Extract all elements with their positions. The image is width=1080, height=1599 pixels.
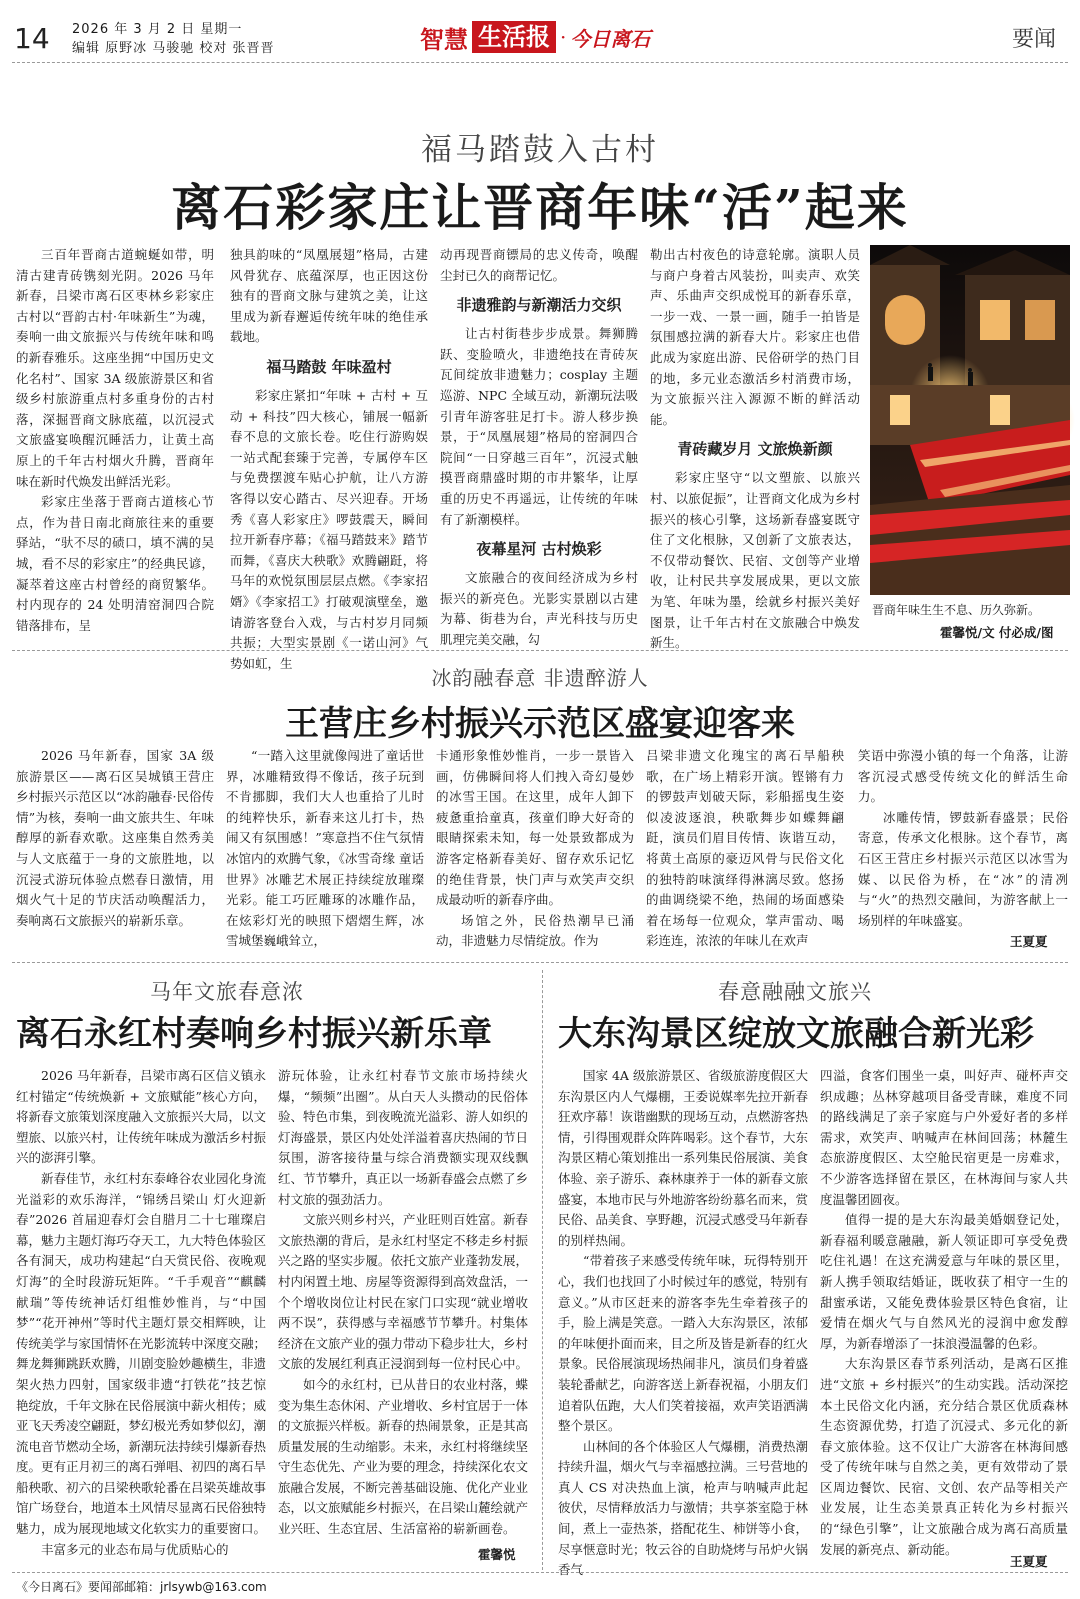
logo-main: 生活报 (472, 21, 556, 53)
paragraph: 2026 马年新春，吕梁市离石区信义镇永红村锚定“传统焕新 + 文旅赋能”核心方向，将新春文旅策划深度融入文旅振兴大局，以文塑旅、以旅兴村，让传统年味成为激活乡村振兴的澎湃引擎。 (16, 1068, 267, 1166)
article3-column-2 (278, 1066, 528, 1556)
article2-column-1 (16, 746, 214, 946)
paragraph: 勒出古村夜色的诗意轮廓。演职人员与商户身着古风装扮，叫卖声、欢笑声、乐曲声交织成悦耳的新春乐章，一步一戏、一景一画，随手一拍皆是氛围感拉满的新春大片。彩家庄也借此成为家庭出游、民俗研学的热门目的地，多元业态激活乡村消费市场，为文旅振兴注入源源不断的鲜活动能。 (650, 247, 860, 427)
paragraph: 文旅兴则乡村兴，产业旺则百姓富。新春文旅热潮的背后，是永红村坚定不移走乡村振兴之路的坚实步履。依托文旅产业蓬勃发展，村内闲置土地、房屋等资源得到高效盘活，一个个增收岗位让村民在家门口实现“就业增收两不误”，获得感与幸福感节节攀升。村集体经济在文旅产业的强力带动下稳步壮大，乡村文旅的发展红利真正浸润到每一位村民心中。 (278, 1212, 529, 1372)
article1-credit: 霍馨悦/文 付必成/图 (940, 625, 1054, 640)
footer-email: 《今日离石》要闻部邮箱：jrlsywb@163.com (16, 1580, 267, 1594)
article3-subtitle: 马年文旅春意浓 (150, 980, 304, 1004)
issue-date: 2026 年 3 月 2 日 星期一 (72, 22, 243, 37)
newspaper-logo (420, 20, 650, 54)
paragraph: 值得一提的是大东沟最美婚姻登记处，新春福利暖意融融，新人领证即可享受免费吃住礼遇！在这充满爱意与年味的景区里，新人携手领取结婚证，既收获了相守一生的甜蜜承诺，又能免费体验景区特色食宿，让爱情在烟火气与自然风光的浸润中愈发醇厚，为新春增添了一抹浪漫温馨的色彩。 (820, 1212, 1068, 1351)
article4-column-2 (820, 1066, 1068, 1557)
divider (12, 650, 1068, 651)
footer-rule (12, 1572, 1068, 1573)
header-rule (12, 62, 1068, 63)
section-label: 要闻 (1011, 27, 1056, 52)
paragraph: 三百年晋商古道蜿蜒如带，明清古建青砖镌刻光阴。2026 马年新春，吕梁市离石区枣林乡彩家庄古村以“晋韵古村·年味新生”为魂，奏响一曲文旅振兴与传统年味和鸣的新春雅乐。这座坐拥“中国历史文化名村”、国家 3A 级旅游景区和省级乡村旅游重点村多重身份的古村落，深掘晋商文脉底蕴，以沉浸式文旅盛宴唤醒沉睡活力，让黄土高原上的千年古村烟火升腾，晋商年味在新时代焕发出鲜活光彩。 (16, 247, 214, 489)
article1-subtitle: 福马踏鼓入古村 (421, 132, 659, 168)
paragraph: 大东沟景区春节系列活动，是离石区推进“文旅 + 乡村振兴”的生动实践。活动深挖本土民俗文化内涵，充分结合景区优质森林生态资源优势，打造了沉浸式、多元化的新春文旅体验。这不仅让广大游客在林海间感受了传统年味与自然之美，更有效带动了景区周边餐饮、民宿、文创、农产品等相关产业发展，让生态美景真正转化为乡村振兴的“绿色引擎”，让文旅融合成为离石高质量发展的新亮点、新动能。 (820, 1356, 1068, 1557)
paragraph: 文旅融合的夜间经济成为乡村振兴的新亮色。光影实景剧以古建为幕、街巷为台，声光科技与历史肌理完美交融，勾 (440, 570, 638, 647)
paragraph: 动再现晋商镖局的忠义传奇，唤醒尘封已久的商帮记忆。 (440, 247, 638, 283)
divider (12, 962, 1068, 963)
paragraph: 吕梁非遗文化瑰宝的离石旱船秧歌，在广场上精彩开演。铿锵有力的锣鼓声划破天际，彩船摇曳生姿似凌波逐浪，秧歌舞步如蝶舞翩跹，演员们眉目传情、诙谐互动，将黄土高原的豪迈风骨与民俗文化的独特韵味演绎得淋漓尽致。悠扬的曲调绕梁不绝，热闹的场面感染着在场每一位观众，掌声雷动、喝彩连连，浓浓的年味儿在欢声 (646, 748, 844, 949)
article1-column-1 (16, 245, 214, 655)
article2-column-3 (436, 746, 634, 949)
article1-subhead-3: 夜幕星河 古村焕彩 (476, 540, 602, 559)
article2-column-2 (226, 746, 424, 949)
article1-column-3 (440, 245, 638, 655)
paragraph: 2026 马年新春，国家 3A 级旅游景区——离石区吴城镇王营庄乡村振兴示范区以“冰韵融春·民俗传情”为核，奏响一曲文旅共生、年味醇厚的新春欢歌。这座集自然秀美与人文底蕴于一身的文旅胜地，以沉浸式游玩体验点燃春日激情，用烟火气十足的节庆活动唤醒活力，奏响离石文旅振兴的崭新乐章。 (16, 748, 214, 928)
paragraph: 国家 4A 级旅游景区、省级旅游度假区大东沟景区内人气爆棚，王委说媒率先拉开新春狂欢序幕！诙谐幽默的现场互动，点燃游客热情，引得围观群众阵阵喝彩。这个春节，大东沟景区精心策划推出一系列集民俗展演、美食体验、亲子游乐、森林康养于一体的新春文旅盛宴，本地市民与外地游客纷纷慕名而来，赏民俗、品美食、享野趣，沉浸式感受马年新春的别样热闹。 (558, 1068, 809, 1248)
paragraph: 卡通形象惟妙惟肖，一步一景皆入画，仿佛瞬间将人们拽入奇幻曼妙的冰雪王国。在这里，成年人卸下疲惫重拾童真，孩童们睁大好奇的眼睛探索未知，每一处景致都成为游客定格新春美好、留存欢乐记忆的绝佳背景，快门声与欢笑声交织成最动听的新春序曲。 (436, 748, 634, 908)
paragraph: 四溢，食客们围坐一桌，叫好声、碰杯声交织成趣；丛林穿越项目备受青睐，难度不同的路线满足了亲子家庭与户外爱好者的多样需求，欢笑声、呐喊声在林间回荡；林麓生态旅游度假区、太空舱民宿更是一房难求，不少游客选择留在景区，在林海间与家人共度温馨团圆夜。 (820, 1068, 1068, 1207)
paragraph: 冰雕传情，锣鼓新春盛景；民俗寄意，传承文化根脉。这个春节，离石区王营庄乡村振兴示范区以冰雪为媒、以民俗为桥，在“冰”的清冽与“火”的热烈交融间，为游客献上一场别样的年味盛宴。 (858, 809, 1068, 928)
article1-subhead-4: 青砖藏岁月 文旅焕新颜 (677, 440, 833, 459)
village-night-photo (870, 245, 1070, 595)
article1-column-4 (650, 245, 860, 655)
article2-column-4 (646, 746, 844, 949)
article3-column-1 (16, 1066, 266, 1566)
article4-title: 大东沟景区绽放文旅融合新光彩 (558, 1014, 1034, 1054)
article3-title: 离石永红村奏响乡村振兴新乐章 (16, 1014, 492, 1054)
paragraph: 新春佳节，永红村东泰峰谷农业园化身流光溢彩的欢乐海洋，“锦绣吕梁山 灯火迎新春”2026 首届迎春灯会自腊月二十七璀璨启幕，魅力主题灯海巧夺天工，九大特色体验区各有洞天，成功构建起“白天赏民俗、夜晚观灯海”的全时段游玩矩阵。“千手观音”“麒麟献瑞”等传统神话灯组惟妙惟肖，与“中国梦”“花开神州”等时代主题灯景交相辉映，让传统美学与家国情怀在光影流转中深度交融；舞龙舞狮跳跃欢腾，川剧变脸妙趣横生，非遗架火热力四射，国家级非遗“打铁花”技艺惊艳绽放，千年文脉在民俗展演中薪火相传；威亚飞天秀凌空翩跹，梦幻极光秀如梦似幻，潮流电音节燃动全场，新潮玩法持续引爆新春热度。更有正月初三的离石弹唱、初四的离石旱船秧歌、初六的吕梁秧歌轮番在吕梁英雄故事馆广场登台，地道本土风情尽显离石民俗独特魅力，成为展现地域文化软实力的重要窗口。 (16, 1170, 267, 1537)
article4-subtitle: 春意融融文旅兴 (718, 980, 872, 1004)
page-number: 14 (14, 22, 50, 55)
paragraph: “一踏入这里就像闯进了童话世界，冰雕精致得不像话，孩子玩到不肯挪脚，我们大人也重拾了儿时的纯粹快乐，新春来这儿打卡，热闹又有氛围感！”寒意挡不住气氛情冰馆内的欢腾气象，《冰雪奇缘 童话世界》冰雕艺术展正持续绽放璀璨光彩。能工巧匠雕琢的冰雕作品，在炫彩灯光的映照下熠熠生辉，冰雪城堡巍峨耸立， (226, 748, 424, 949)
paragraph: 山林间的各个体验区人气爆棚，消费热潮持续升温，烟火气与幸福感拉满。三号营地的真人 CS 对决热血上演，枪声与呐喊声此起彼伏，尽情释放活力与激情；共享茶室隐于林间，煮上一壶热茶，搭配花生、柿饼等小食，尽享惬意时光；牧云谷的自助烧烤与吊炉火锅香气 (558, 1438, 809, 1578)
article1-subhead-2: 非遗雅韵与新潮活力交织 (456, 296, 622, 315)
paragraph: 丰富多元的业态布局与优质贴心的 (41, 1541, 229, 1557)
logo-suffix: 今日离石 (570, 26, 651, 51)
paragraph: 彩家庄紧扣“年味 + 古村 + 互动 + 科技”四大核心，铺展一幅新春不息的文旅长卷。吃住行游购娱一站式配套臻于完善，专属停车区与免费摆渡车贴心护航，让八方游客得以安心踏古、尽兴迎春。开场秀《喜人彩家庄》啰鼓震天，瞬间拉开新春序幕；《福马踏鼓来》踏节而舞，《喜庆大秧歌》欢腾翩跹，将马年的欢悦氛围层层点燃。《李家招婿》《李家招工》打破观演壁垒，邀请游客登台入戏，与古村岁月同频共振；大型实景剧《一诺山河》气势如虹，生 (230, 387, 428, 671)
article1-column-2 (230, 245, 428, 671)
paragraph: 如今的永红村，已从昔日的农业村落，蝶变为集生态休闲、产业增收、乡村宜居于一体的文旅振兴样板。新春的热闹景象，正是其高质量发展的生动缩影。未来，永红村将继续坚守生态优先、产业为要的理念，持续深化农文旅融合发展，不断完善基础设施、优化产业业态，以文旅赋能乡村振兴，在吕梁山麓绘就产业兴旺、生态宜居、生活富裕的崭新画卷。 (278, 1376, 529, 1537)
article2-title: 王营庄乡村振兴示范区盛宴迎客来 (285, 704, 795, 744)
article2-subtitle: 冰韵融春意 非遗醉游人 (431, 666, 649, 690)
article1-title: 离石彩家庄让晋商年味“活”起来 (171, 178, 909, 237)
logo-dot: · (560, 25, 567, 49)
village-night-illustration (870, 245, 1070, 595)
paragraph: “带着孩子来感受传统年味，玩得特别开心，我们也找回了小时候过年的感觉，特别有意义。”从市区赶来的游客李先生牵着孩子的手，脸上满是笑意。一踏入大东沟景区，浓郁的年味便扑面而来，目之所及皆是新春的红火景象。民俗展演现场热闹非凡，演员们身着盛装轮番献艺，向游客送上新春祝福，小朋友们追着队伍跑，大人们笑着接福，欢声笑语洒满整个景区。 (558, 1253, 809, 1434)
logo-prefix: 智慧 (420, 25, 468, 54)
paragraph: 独具韵味的“凤凰展翅”格局，古建风骨犹存、底蕴深厚，也正因这份独有的晋商文脉与建筑之美，让这里成为新春邂逅传统年味的绝佳承载地。 (230, 247, 428, 345)
paragraph: 笑语中弥漫小镇的每一个角落，让游客沉浸式感受传统文化的鲜活生命力。 (858, 748, 1068, 805)
article2-byline: 王夏夏 (1010, 934, 1048, 949)
article4-byline: 王夏夏 (1010, 1554, 1048, 1569)
article2-column-5 (858, 746, 1068, 946)
paragraph: 彩家庄坚守“以文塑旅、以旅兴村、以旅促振”，让晋商文化成为乡村振兴的核心引擎，这场新春盛宴既守住了文化根脉，又创新了文旅表达，不仅带动餐饮、民宿、文创等产业增收，让村民共享发展成果，更以文旅为笔、年味为墨，绘就乡村振兴美好图景，让千年古村在文旅融合中焕发新生。 (650, 470, 860, 651)
article4-column-1 (558, 1066, 809, 1578)
article1-subhead-1: 福马踏鼓 年味盈村 (266, 357, 392, 376)
editor-credits: 编辑 原野冰 马骏驰 校对 张晋晋 (72, 41, 275, 56)
photo-caption: 晋商年味生生不息、历久弥新。 (872, 603, 1041, 617)
column-divider (542, 970, 543, 1570)
paragraph: 让古村街巷步步成景。舞狮腾跃、变脸喷火，非遗绝技在青砖灰瓦间绽放非遗魅力；cosplay 主题巡游、NPC 全域互动，新潮玩法吸引青年游客驻足打卡。游人移步换景，于“凤凰展翅”格局的窑洞四合院间“一日穿越三百年”，沉浸式触摸晋商鼎盛时期的市井繁华，让厚重的历史不再遥远，让传统的年味有了新潮模样。 (440, 326, 638, 527)
paragraph: 彩家庄坐落于晋商古道核心节点，作为昔日南北商旅往来的重要驿站，“驮不尽的碛口，填不满的吴城，看不尽的彩家庄”的经典民谚，凝萃着这座古村曾经的商贸繁华。村内现存的 24 处明清窑洞四合院错落排布，呈 (16, 494, 214, 633)
paragraph: 游玩体验，让永红村春节文旅市场持续火爆，“频频”出圈”。从白天人头攒动的民俗体验、特色市集，到夜晚流光溢彩、游人如织的灯海盛景，景区内处处洋溢着喜庆热闹的节日氛围，游客接待量与综合消费额实现双线飘红、节节攀升，真正以一场新春盛会点燃了乡村文旅的强劲活力。 (278, 1068, 529, 1207)
article3-byline: 霍馨悦 (478, 1547, 516, 1562)
paragraph: 场馆之外，民俗热潮早已涌动，非遗魅力尽情绽放。作为 (436, 912, 634, 949)
